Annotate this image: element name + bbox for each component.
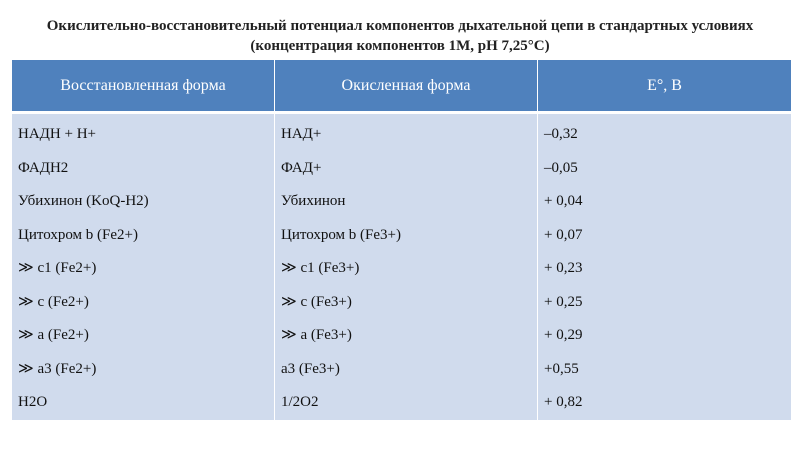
potential-value: + 0,29	[544, 327, 583, 343]
oxidized-form-column	[275, 113, 538, 420]
oxidized-item: ≫ a (Fe3+)	[281, 327, 352, 343]
potential-value: + 0,07	[544, 226, 583, 243]
oxidized-item: ФАД+	[281, 159, 322, 176]
potential-column	[538, 113, 792, 420]
oxidized-item: НАД+	[281, 126, 322, 142]
potential-value: + 0,25	[544, 293, 583, 310]
header-potential: E°, B	[538, 60, 792, 113]
oxidized-item: ≫ c (Fe3+)	[281, 293, 352, 310]
oxidized-item: a3 (Fe3+)	[281, 360, 340, 377]
potential-value: + 0,23	[544, 260, 583, 276]
reduced-form-column	[12, 113, 275, 420]
page-title	[0, 16, 800, 56]
reduced-item: H2O	[18, 394, 48, 410]
reduced-item: ФАДН2	[18, 159, 69, 176]
redox-potential-table	[12, 60, 791, 420]
potential-value: + 0,04	[544, 193, 583, 209]
potential-value: –0,32	[544, 126, 578, 142]
title-line-1: Окислительно-восстановительный потенциал компонентов дыхательной цепи в стандартных условиях	[46, 18, 754, 34]
potential-value: +0,55	[544, 360, 579, 377]
header-reduced-form: Восстановленная форма	[12, 60, 275, 113]
reduced-item: Цитохром b (Fe2+)	[18, 226, 138, 243]
reduced-item: Убихинон (KoQ-H2)	[18, 193, 149, 209]
oxidized-item: 1/2O2	[281, 394, 319, 410]
reduced-item: НАДН + Н+	[18, 126, 96, 142]
reduced-item: ≫ a (Fe2+)	[18, 327, 89, 343]
oxidized-item: Цитохром b (Fe3+)	[281, 226, 401, 243]
header-oxidized-form: Окисленная форма	[275, 60, 538, 113]
oxidized-item: ≫ c1 (Fe3+)	[281, 260, 360, 276]
table-header-row	[12, 60, 791, 113]
oxidized-item: Убихинон	[281, 193, 346, 209]
reduced-item: ≫ c1 (Fe2+)	[18, 260, 97, 276]
title-line-2: (концентрация компонентов 1М, рН 7,25°С)	[250, 38, 550, 54]
table-body-row	[12, 113, 791, 420]
reduced-item: ≫ a3 (Fe2+)	[18, 360, 97, 377]
reduced-item: ≫ c (Fe2+)	[18, 293, 89, 310]
potential-value: –0,05	[544, 159, 578, 176]
potential-value: + 0,82	[544, 394, 583, 410]
